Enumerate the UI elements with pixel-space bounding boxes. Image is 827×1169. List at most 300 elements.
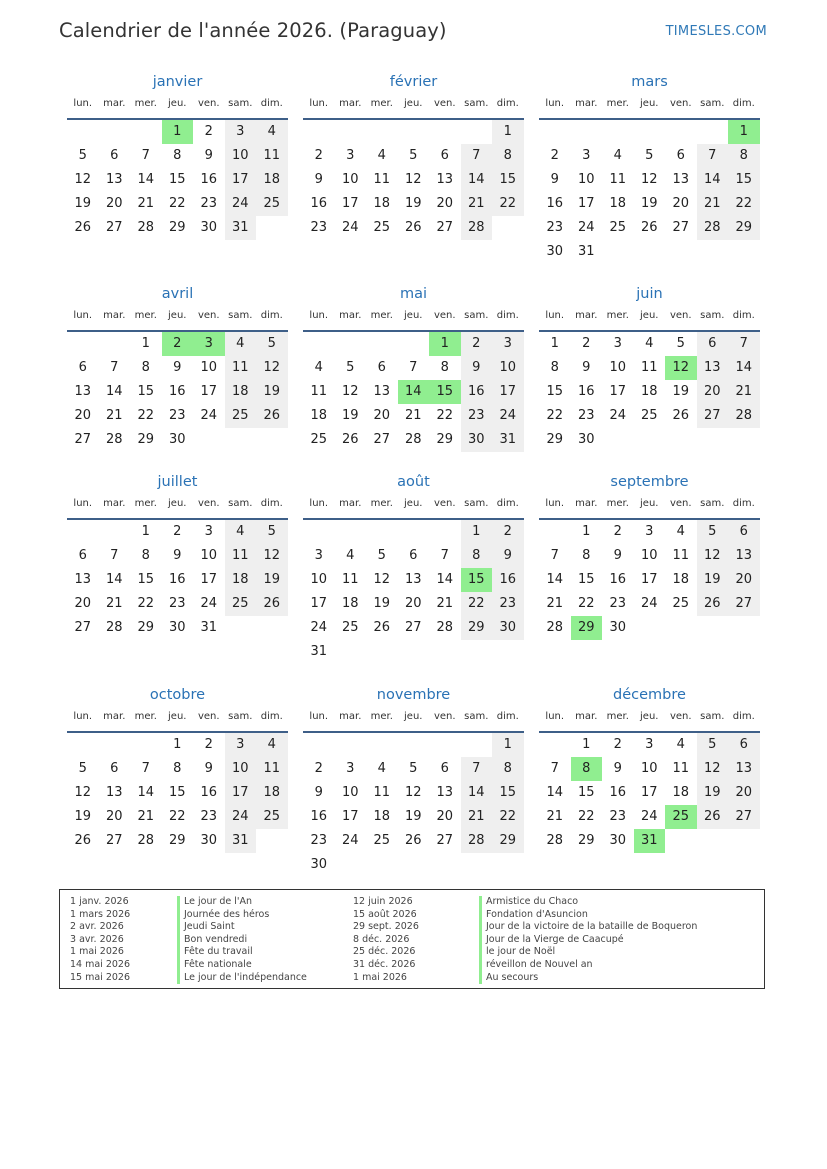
day-cell: 8 bbox=[141, 360, 150, 375]
day-cell: 1 bbox=[550, 336, 559, 351]
day-cell: 16 bbox=[609, 572, 627, 587]
weekday-label: lun. bbox=[73, 711, 93, 722]
empty-cell bbox=[99, 120, 131, 144]
day-cell: 5 bbox=[78, 148, 87, 163]
day-cell: 30 bbox=[609, 833, 627, 848]
holiday-legend bbox=[59, 889, 765, 989]
weekday-header bbox=[539, 96, 760, 118]
day-cell: 2 bbox=[492, 520, 524, 544]
empty-cell bbox=[366, 120, 398, 144]
day-cell: 11 bbox=[225, 544, 257, 568]
weekday-label: dim. bbox=[732, 310, 755, 321]
day-cell: 4 bbox=[377, 148, 386, 163]
day-cell: 17 bbox=[310, 596, 328, 611]
day-cell: 11 bbox=[256, 757, 288, 781]
empty-cell bbox=[335, 120, 367, 144]
day-cell: 18 bbox=[256, 781, 288, 805]
empty-cell bbox=[130, 733, 162, 757]
day-cell: 4 bbox=[256, 120, 288, 144]
day-cell: 10 bbox=[225, 757, 257, 781]
empty-cell bbox=[634, 120, 666, 144]
day-cell: 13 bbox=[74, 572, 92, 587]
weekday-label: dim. bbox=[496, 498, 519, 509]
day-cell: 23 bbox=[577, 408, 595, 423]
holiday-day-cell: 29 bbox=[571, 616, 603, 640]
day-cell: 22 bbox=[137, 596, 155, 611]
legend-date: 8 déc. 2026 bbox=[353, 933, 410, 945]
weekday-label: mer. bbox=[134, 498, 157, 509]
day-cell: 17 bbox=[341, 196, 359, 211]
day-grid bbox=[67, 120, 288, 240]
weekday-label: mar. bbox=[103, 498, 126, 509]
empty-cell bbox=[539, 120, 571, 144]
day-cell: 28 bbox=[697, 216, 729, 240]
day-cell: 5 bbox=[256, 520, 288, 544]
weekday-label: dim. bbox=[732, 498, 755, 509]
legend-date: 31 déc. 2026 bbox=[353, 958, 416, 970]
day-cell: 25 bbox=[672, 596, 690, 611]
day-cell: 10 bbox=[492, 356, 524, 380]
empty-cell bbox=[366, 332, 398, 356]
day-cell: 21 bbox=[461, 192, 493, 216]
day-cell: 12 bbox=[74, 172, 92, 187]
day-cell: 30 bbox=[168, 432, 186, 447]
day-cell: 22 bbox=[436, 408, 454, 423]
day-cell: 28 bbox=[137, 220, 155, 235]
legend-holiday-name: Fête du travail bbox=[177, 946, 307, 959]
day-cell: 1 bbox=[141, 336, 150, 351]
empty-cell bbox=[398, 332, 430, 356]
day-cell: 8 bbox=[173, 148, 182, 163]
day-cell: 11 bbox=[373, 172, 391, 187]
month-block bbox=[67, 472, 288, 640]
brand-link[interactable]: TIMESLES.COM bbox=[665, 24, 767, 39]
weekday-header bbox=[303, 496, 524, 518]
day-cell: 6 bbox=[78, 548, 87, 563]
day-cell: 19 bbox=[640, 196, 658, 211]
day-cell: 27 bbox=[74, 620, 92, 635]
weekday-label: sam. bbox=[464, 310, 489, 321]
day-cell: 11 bbox=[225, 356, 257, 380]
day-cell: 31 bbox=[200, 620, 218, 635]
day-cell: 11 bbox=[672, 548, 690, 563]
day-cell: 25 bbox=[373, 833, 391, 848]
day-cell: 14 bbox=[105, 384, 123, 399]
empty-cell bbox=[335, 733, 367, 757]
weekday-header bbox=[303, 709, 524, 731]
weekday-label: lun. bbox=[73, 498, 93, 509]
day-cell: 7 bbox=[440, 548, 449, 563]
weekday-header bbox=[67, 709, 288, 731]
empty-cell bbox=[429, 733, 461, 757]
day-cell: 4 bbox=[314, 360, 323, 375]
day-cell: 15 bbox=[728, 168, 760, 192]
day-cell: 22 bbox=[577, 596, 595, 611]
day-cell: 29 bbox=[492, 829, 524, 853]
legend-names-column-2 bbox=[479, 896, 697, 984]
day-cell: 23 bbox=[609, 809, 627, 824]
day-cell: 27 bbox=[373, 432, 391, 447]
day-cell: 24 bbox=[225, 192, 257, 216]
day-cell: 25 bbox=[609, 220, 627, 235]
weekday-label: mar. bbox=[103, 711, 126, 722]
weekday-label: sam. bbox=[228, 98, 253, 109]
weekday-label: jeu. bbox=[640, 711, 659, 722]
weekday-label: jeu. bbox=[168, 310, 187, 321]
day-cell: 18 bbox=[341, 596, 359, 611]
weekday-label: jeu. bbox=[640, 310, 659, 321]
legend-holiday-name: Jeudi Saint bbox=[177, 921, 307, 934]
day-cell: 25 bbox=[310, 432, 328, 447]
weekday-label: lun. bbox=[545, 498, 565, 509]
weekday-label: mar. bbox=[575, 98, 598, 109]
day-cell: 28 bbox=[404, 432, 422, 447]
day-cell: 20 bbox=[728, 781, 760, 805]
month-name: septembre bbox=[610, 474, 689, 490]
day-cell: 16 bbox=[200, 172, 218, 187]
day-cell: 21 bbox=[436, 596, 454, 611]
empty-cell bbox=[335, 332, 367, 356]
month-name: août bbox=[397, 474, 430, 490]
day-cell: 17 bbox=[640, 572, 658, 587]
day-cell: 9 bbox=[550, 172, 559, 187]
day-cell: 3 bbox=[346, 148, 355, 163]
legend-holiday-name: Au secours bbox=[479, 972, 697, 985]
day-cell: 2 bbox=[613, 737, 622, 752]
day-cell: 7 bbox=[409, 360, 418, 375]
day-cell: 13 bbox=[672, 172, 690, 187]
weekday-label: sam. bbox=[700, 711, 725, 722]
day-cell: 19 bbox=[373, 596, 391, 611]
day-cell: 12 bbox=[404, 785, 422, 800]
day-cell: 23 bbox=[200, 809, 218, 824]
weekday-label: mer. bbox=[370, 711, 393, 722]
day-cell: 14 bbox=[546, 572, 564, 587]
day-cell: 29 bbox=[546, 432, 564, 447]
legend-date: 12 juin 2026 bbox=[353, 896, 413, 907]
month-name: janvier bbox=[152, 74, 203, 90]
day-cell: 4 bbox=[613, 148, 622, 163]
legend-dates-column-1 bbox=[70, 896, 130, 984]
month-block bbox=[303, 472, 524, 664]
day-cell: 27 bbox=[404, 620, 422, 635]
day-cell: 23 bbox=[310, 833, 328, 848]
day-cell: 16 bbox=[492, 568, 524, 592]
day-cell: 27 bbox=[728, 805, 760, 829]
day-cell: 6 bbox=[377, 360, 386, 375]
day-cell: 11 bbox=[373, 785, 391, 800]
day-cell: 22 bbox=[492, 805, 524, 829]
empty-cell bbox=[67, 332, 99, 356]
day-cell: 6 bbox=[440, 761, 449, 776]
day-cell: 13 bbox=[436, 172, 454, 187]
day-cell: 12 bbox=[256, 544, 288, 568]
weekday-label: ven. bbox=[433, 310, 456, 321]
day-cell: 12 bbox=[697, 757, 729, 781]
day-cell: 25 bbox=[256, 805, 288, 829]
weekday-label: sam. bbox=[228, 711, 253, 722]
day-cell: 8 bbox=[492, 144, 524, 168]
day-cell: 24 bbox=[310, 620, 328, 635]
day-cell: 21 bbox=[697, 192, 729, 216]
day-cell: 5 bbox=[697, 520, 729, 544]
day-cell: 13 bbox=[728, 757, 760, 781]
weekday-label: jeu. bbox=[640, 498, 659, 509]
weekday-label: ven. bbox=[433, 498, 456, 509]
day-cell: 19 bbox=[256, 380, 288, 404]
weekday-header bbox=[67, 496, 288, 518]
day-grid bbox=[539, 520, 760, 640]
weekday-label: sam. bbox=[464, 711, 489, 722]
day-cell: 19 bbox=[341, 408, 359, 423]
day-cell: 25 bbox=[256, 192, 288, 216]
empty-cell bbox=[67, 733, 99, 757]
month-block bbox=[303, 685, 524, 877]
day-cell: 15 bbox=[577, 572, 595, 587]
month-name: juin bbox=[636, 286, 663, 302]
day-cell: 14 bbox=[728, 356, 760, 380]
day-cell: 19 bbox=[74, 196, 92, 211]
legend-holiday-name: Le jour de l'indépendance bbox=[177, 972, 307, 985]
day-cell: 22 bbox=[728, 192, 760, 216]
day-cell: 26 bbox=[373, 620, 391, 635]
day-cell: 3 bbox=[582, 148, 591, 163]
day-cell: 14 bbox=[137, 172, 155, 187]
legend-date: 1 janv. 2026 bbox=[70, 896, 129, 907]
day-cell: 24 bbox=[609, 408, 627, 423]
day-cell: 4 bbox=[676, 737, 685, 752]
day-cell: 23 bbox=[200, 196, 218, 211]
day-cell: 1 bbox=[582, 737, 591, 752]
month-name: décembre bbox=[613, 687, 686, 703]
day-cell: 12 bbox=[404, 172, 422, 187]
day-cell: 7 bbox=[141, 761, 150, 776]
day-cell: 27 bbox=[74, 432, 92, 447]
day-cell: 26 bbox=[341, 432, 359, 447]
weekday-label: jeu. bbox=[640, 98, 659, 109]
month-name: avril bbox=[161, 286, 194, 302]
weekday-label: dim. bbox=[496, 711, 519, 722]
day-cell: 2 bbox=[461, 332, 493, 356]
day-cell: 10 bbox=[640, 761, 658, 776]
weekday-label: dim. bbox=[260, 310, 283, 321]
day-cell: 28 bbox=[461, 216, 493, 240]
day-cell: 24 bbox=[640, 596, 658, 611]
day-cell: 18 bbox=[609, 196, 627, 211]
day-cell: 4 bbox=[256, 733, 288, 757]
day-cell: 20 bbox=[404, 596, 422, 611]
holiday-day-cell: 15 bbox=[461, 568, 493, 592]
day-cell: 21 bbox=[137, 196, 155, 211]
legend-date: 14 mai 2026 bbox=[70, 958, 131, 970]
day-cell: 26 bbox=[697, 592, 729, 616]
month-name: octobre bbox=[149, 687, 206, 703]
day-cell: 1 bbox=[492, 120, 524, 144]
day-cell: 9 bbox=[173, 548, 182, 563]
day-cell: 24 bbox=[200, 596, 218, 611]
weekday-label: dim. bbox=[260, 711, 283, 722]
day-cell: 13 bbox=[373, 384, 391, 399]
day-cell: 26 bbox=[640, 220, 658, 235]
month-block bbox=[539, 72, 760, 264]
day-cell: 29 bbox=[168, 220, 186, 235]
legend-holiday-name: Armistice du Chaco bbox=[479, 896, 697, 909]
holiday-day-cell: 8 bbox=[571, 757, 603, 781]
day-cell: 2 bbox=[613, 524, 622, 539]
legend-holiday-name: Le jour de l'An bbox=[177, 896, 307, 909]
weekday-label: ven. bbox=[197, 98, 220, 109]
day-cell: 30 bbox=[546, 244, 564, 259]
day-cell: 15 bbox=[168, 785, 186, 800]
weekday-label: sam. bbox=[228, 310, 253, 321]
empty-cell bbox=[539, 733, 571, 757]
day-cell: 5 bbox=[697, 733, 729, 757]
holiday-day-cell: 1 bbox=[162, 120, 194, 144]
legend-holiday-name: Jour de la victoire de la bataille de Boqueron bbox=[479, 921, 697, 934]
day-cell: 11 bbox=[672, 761, 690, 776]
weekday-label: mer. bbox=[606, 98, 629, 109]
day-cell: 21 bbox=[728, 380, 760, 404]
day-cell: 18 bbox=[672, 785, 690, 800]
day-cell: 12 bbox=[640, 172, 658, 187]
day-cell: 17 bbox=[200, 384, 218, 399]
weekday-header bbox=[303, 308, 524, 330]
legend-date: 15 mai 2026 bbox=[70, 971, 131, 983]
holiday-day-cell: 31 bbox=[634, 829, 666, 853]
day-cell: 6 bbox=[78, 360, 87, 375]
day-cell: 10 bbox=[640, 548, 658, 563]
weekday-label: jeu. bbox=[404, 310, 423, 321]
day-cell: 17 bbox=[640, 785, 658, 800]
weekday-label: mer. bbox=[606, 498, 629, 509]
day-cell: 19 bbox=[74, 809, 92, 824]
empty-cell bbox=[99, 520, 131, 544]
weekday-label: ven. bbox=[197, 711, 220, 722]
day-cell: 7 bbox=[550, 761, 559, 776]
weekday-label: ven. bbox=[669, 498, 692, 509]
day-cell: 21 bbox=[105, 408, 123, 423]
day-cell: 20 bbox=[373, 408, 391, 423]
weekday-label: mer. bbox=[134, 98, 157, 109]
legend-dates-column-2 bbox=[353, 896, 419, 984]
day-cell: 13 bbox=[74, 384, 92, 399]
weekday-label: mer. bbox=[606, 711, 629, 722]
weekday-label: mer. bbox=[370, 498, 393, 509]
weekday-label: sam. bbox=[464, 498, 489, 509]
empty-cell bbox=[429, 520, 461, 544]
day-cell: 7 bbox=[697, 144, 729, 168]
day-cell: 27 bbox=[728, 592, 760, 616]
day-cell: 29 bbox=[461, 616, 493, 640]
weekday-label: mar. bbox=[339, 310, 362, 321]
day-cell: 13 bbox=[436, 785, 454, 800]
day-cell: 30 bbox=[200, 833, 218, 848]
legend-date: 1 mars 2026 bbox=[70, 908, 131, 920]
day-cell: 10 bbox=[200, 548, 218, 563]
month-block bbox=[303, 284, 524, 452]
weekday-label: dim. bbox=[260, 498, 283, 509]
day-cell: 20 bbox=[436, 809, 454, 824]
day-cell: 26 bbox=[74, 833, 92, 848]
day-cell: 16 bbox=[461, 380, 493, 404]
day-cell: 22 bbox=[461, 592, 493, 616]
day-cell: 26 bbox=[697, 805, 729, 829]
day-cell: 3 bbox=[645, 524, 654, 539]
weekday-label: mar. bbox=[575, 310, 598, 321]
day-cell: 17 bbox=[225, 168, 257, 192]
weekday-label: mar. bbox=[339, 711, 362, 722]
day-cell: 23 bbox=[168, 596, 186, 611]
legend-date: 25 déc. 2026 bbox=[353, 946, 416, 958]
day-cell: 29 bbox=[577, 833, 595, 848]
day-cell: 14 bbox=[137, 785, 155, 800]
day-cell: 24 bbox=[492, 404, 524, 428]
weekday-label: lun. bbox=[309, 98, 329, 109]
weekday-label: lun. bbox=[545, 711, 565, 722]
weekday-label: mer. bbox=[370, 98, 393, 109]
empty-cell bbox=[303, 520, 335, 544]
legend-date: 2 avr. 2026 bbox=[70, 921, 124, 933]
day-cell: 3 bbox=[346, 761, 355, 776]
month-block bbox=[67, 685, 288, 853]
legend-holiday-name: Fête nationale bbox=[177, 959, 307, 972]
weekday-label: mer. bbox=[370, 310, 393, 321]
weekday-label: lun. bbox=[545, 98, 565, 109]
day-cell: 24 bbox=[341, 833, 359, 848]
day-cell: 17 bbox=[200, 572, 218, 587]
day-cell: 7 bbox=[141, 148, 150, 163]
empty-cell bbox=[665, 120, 697, 144]
month-block bbox=[303, 72, 524, 240]
month-block bbox=[539, 472, 760, 640]
day-cell: 9 bbox=[314, 172, 323, 187]
empty-cell bbox=[461, 120, 493, 144]
holiday-day-cell: 25 bbox=[665, 805, 697, 829]
day-cell: 23 bbox=[492, 592, 524, 616]
day-cell: 14 bbox=[461, 781, 493, 805]
weekday-label: ven. bbox=[433, 98, 456, 109]
day-cell: 24 bbox=[640, 809, 658, 824]
weekday-label: sam. bbox=[228, 498, 253, 509]
day-cell: 30 bbox=[577, 432, 595, 447]
empty-cell bbox=[67, 120, 99, 144]
day-cell: 19 bbox=[672, 384, 690, 399]
day-cell: 17 bbox=[609, 384, 627, 399]
weekday-label: sam. bbox=[700, 498, 725, 509]
holiday-day-cell: 1 bbox=[429, 332, 461, 356]
day-cell: 18 bbox=[640, 384, 658, 399]
day-cell: 15 bbox=[492, 781, 524, 805]
day-grid bbox=[539, 120, 760, 264]
weekday-header bbox=[539, 496, 760, 518]
day-cell: 18 bbox=[225, 568, 257, 592]
day-cell: 21 bbox=[461, 805, 493, 829]
legend-holiday-name: Bon vendredi bbox=[177, 934, 307, 947]
day-cell: 11 bbox=[256, 144, 288, 168]
day-cell: 7 bbox=[110, 548, 119, 563]
weekday-label: lun. bbox=[309, 498, 329, 509]
day-cell: 16 bbox=[310, 196, 328, 211]
holiday-day-cell: 3 bbox=[193, 332, 225, 356]
day-cell: 13 bbox=[728, 544, 760, 568]
day-cell: 9 bbox=[173, 360, 182, 375]
month-block bbox=[539, 685, 760, 853]
day-cell: 16 bbox=[609, 785, 627, 800]
day-cell: 13 bbox=[105, 172, 123, 187]
day-cell: 6 bbox=[440, 148, 449, 163]
day-grid bbox=[67, 332, 288, 452]
weekday-label: ven. bbox=[433, 711, 456, 722]
